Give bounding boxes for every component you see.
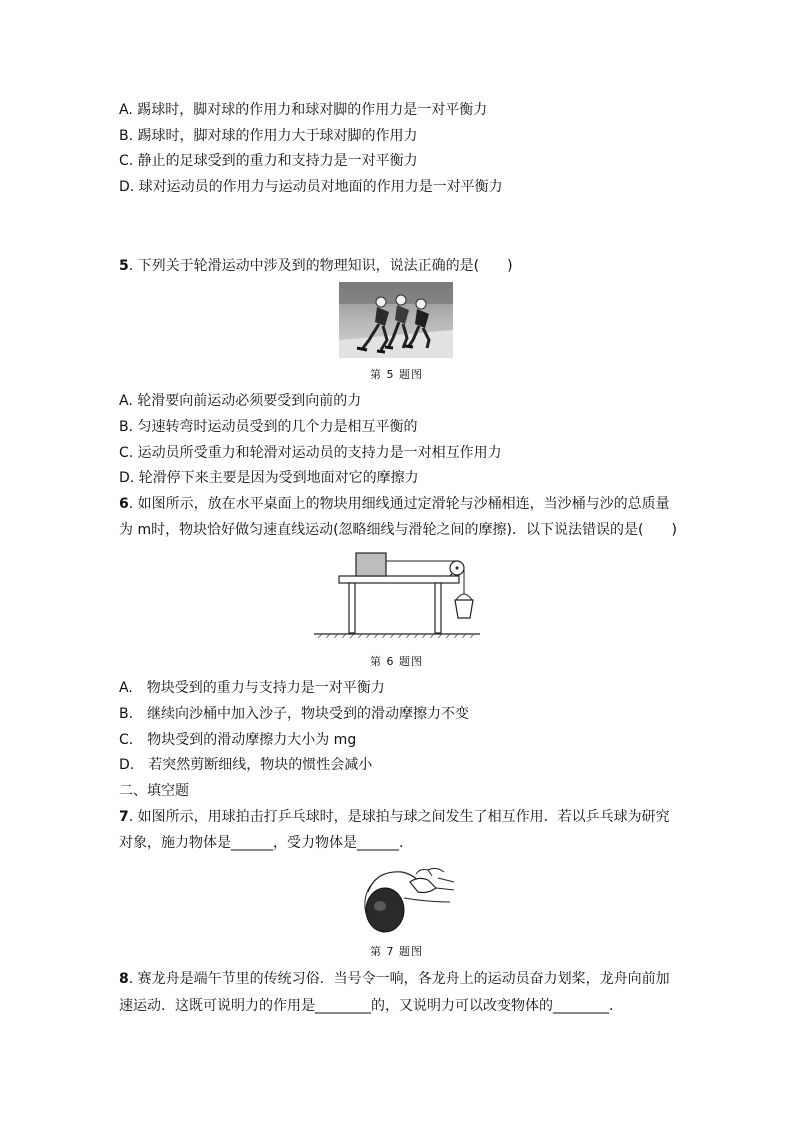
q5-option-c: C. 运动员所受重力和轮滑对运动员的支持力是一对相互作用力 <box>119 445 502 461</box>
q7-stem-line2: 对象，施力物体是______，受力物体是______． <box>119 835 413 851</box>
q6-number: 6 <box>119 496 129 512</box>
q8-stem-line1 <box>119 970 670 988</box>
q8-number: 8 <box>119 971 129 987</box>
q5-caption: 第 5 题图 <box>370 368 423 381</box>
q6-option-a: A. 物块受到的重力与支持力是一对平衡力 <box>119 680 385 696</box>
q4-option-c: C. 静止的足球受到的重力和支持力是一对平衡力 <box>119 153 418 169</box>
q7-stem-line1 <box>119 808 670 826</box>
q7-diagram-paddle-ball <box>358 862 456 934</box>
q7-caption: 第 7 题图 <box>370 945 423 958</box>
q5-number: 5 <box>119 258 129 274</box>
q4-option-d: D. 球对运动员的作用力与运动员对地面的作用力是一对平衡力 <box>119 179 503 195</box>
q6-option-b: B. 继续向沙桶中加入沙子，物块受到的滑动摩擦力不变 <box>119 706 470 722</box>
q6-caption: 第 6 题图 <box>370 655 423 668</box>
q4-option-a: A. 踢球时，脚对球的作用力和球对脚的作用力是一对平衡力 <box>119 102 488 118</box>
q6-stem-line1 <box>119 495 670 513</box>
q4-option-b: B. 踢球时，脚对球的作用力大于球对脚的作用力 <box>119 128 418 144</box>
q6-diagram-table-pulley <box>312 550 482 640</box>
q5-stem-text: . 下列关于轮滑运动中涉及到的物理知识，说法正确的是( ) <box>128 258 513 274</box>
q6-option-c: C. 物块受到的滑动摩擦力大小为 mg <box>119 732 357 748</box>
q5-option-a: A. 轮滑要向前运动必须要受到向前的力 <box>119 393 362 409</box>
q7-number: 7 <box>119 809 129 825</box>
q5-option-d: D. 轮滑停下来主要是因为受到地面对它的摩擦力 <box>119 470 419 486</box>
section-2-heading: 二、填空题 <box>119 783 189 799</box>
q5-photo-skaters <box>339 282 453 358</box>
q6-stem-line2: 为 m时，物块恰好做匀速直线运动(忽略细线与滑轮之间的摩擦)．以下说法错误的是( ) <box>119 522 677 538</box>
q6-option-d: D. 若突然剪断细线，物块的惯性会减小 <box>119 757 373 773</box>
q5-option-b: B. 匀速转弯时运动员受到的几个力是相互平衡的 <box>119 419 418 435</box>
q6-stem-text1: . 如图所示，放在水平桌面上的物块用细线通过定滑轮与沙桶相连，当沙桶与沙的总质量 <box>128 496 670 512</box>
q5-stem <box>119 257 513 275</box>
q8-stem-text1: . 赛龙舟是端午节里的传统习俗．当号令一响，各龙舟上的运动员奋力划桨，龙舟向前加 <box>128 971 670 987</box>
q7-stem-text1: . 如图所示，用球拍击打乒乓球时，是球拍与球之间发生了相互作用．若以乒乓球为研究 <box>128 809 670 825</box>
q8-stem-line2: 速运动．这既可说明力的作用是________的，又说明力可以改变物体的________． <box>119 998 623 1014</box>
